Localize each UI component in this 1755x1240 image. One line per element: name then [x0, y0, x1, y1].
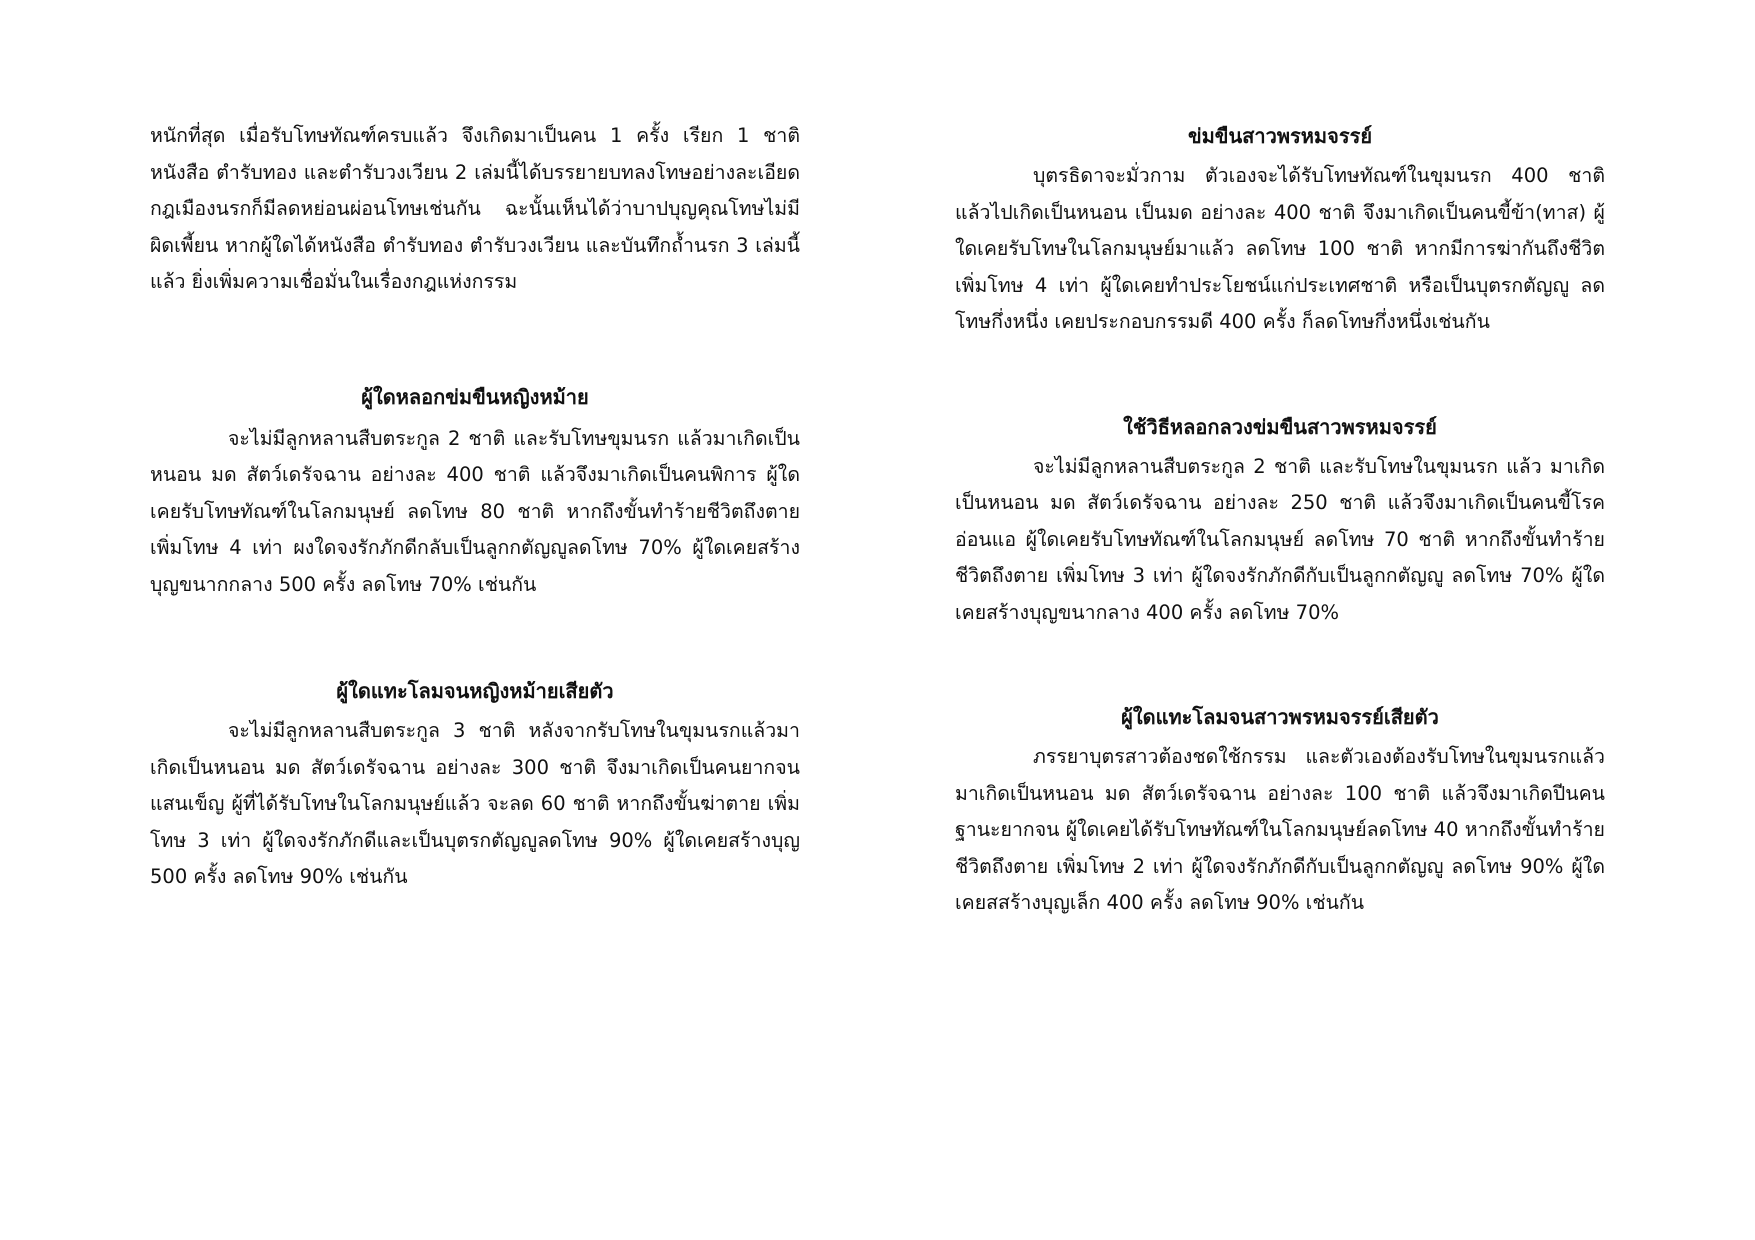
intro-paragraph: หนักที่สุด เมื่อรับโทษทัณฑ์ครบแล้ว จึงเกิดมาเป็นคน 1 ครั้ง เรียก 1 ชาติ หนังสือ ตำรับทอง และตำรับวงเวียน 2 เล่มนี้ได้บรรยายบทลงโทษอย่างละเอียด กฎเมืองนรกก็มีลดหย่อนผ่อนโทษเช่นกัน ฉะนั้นเห็นได้ว่าบาปบุญคุณโทษไม่มีผิดเพี้ยน หากผู้ใดได้หนังสือ ตำรับทอง ตำรับวงเวียน และบันทึกถ้ำนรก 3 เล่มนี้แล้ว ยิ่งเพิ่มความเชื่อมั่นในเรื่องกฎแห่งกรรม [150, 124, 800, 293]
section-body-widow-seduction: จะไม่มีลูกหลานสืบตระกูล 3 ชาติ หลังจากรับโทษในขุมนรกแล้วมาเกิดเป็นหนอน มด สัตว์เดรัจฉาน อย่างละ 300 ชาติ จึงมาเกิดเป็นคนยากจนแสนเข็ญ ผู้ที่ได้รับโทษในโลกมนุษย์แล้ว จะลด 60 ชาติ หากถึงขั้นฆ่าตาย เพิ่มโทษ 3 เท่า ผู้ใดจงรักภักดีและเป็นบุตรกตัญญูลดโทษ 90% ผู้ใดเคยสร้างบุญ 500 ครั้ง ลดโทษ 90% เช่นกัน [150, 719, 800, 888]
right-column [955, 118, 1605, 922]
section-heading-widow-seduction: ผู้ใดแทะโลมจนหญิงหม้ายเสียตัว [336, 679, 614, 703]
section-body-virgin-assault: บุตรธิดาจะมั่วกาม ตัวเองจะได้รับโทษทัณฑ์ในขุมนรก 400 ชาติ แล้วไปเกิดเป็นหนอน เป็นมด อย่างละ 400 ชาติ จึงมาเกิดเป็นคนขี้ข้า(ทาส) ผู้ใดเคยรับโทษในโลกมนุษย์มาแล้ว ลดโทษ 100 ชาติ หากมีการฆ่ากันถึงชีวิต เพิ่มโทษ 4 เท่า ผู้ใดเคยทำประโยชน์แก่ประเทศชาติ หรือเป็นบุตรกตัญญู ลดโทษกึ่งหนึ่ง เคยประกอบกรรมดี 400 ครั้ง ก็ลดโทษกึ่งหนึ่งเช่นกัน [955, 164, 1605, 333]
section-heading-virgin-assault: ข่มขืนสาวพรหมจรรย์ [1187, 124, 1373, 148]
section-body-widow-deceit: จะไม่มีลูกหลานสืบตระกูล 2 ชาติ และรับโทษขุมนรก แล้วมาเกิดเป็นหนอน มด สัตว์เดรัจฉาน อย่างละ 400 ชาติ แล้วจึงมาเกิดเป็นคนพิการ ผู้ใดเคยรับโทษทัณฑ์ในโลกมนุษย์ ลดโทษ 80 ชาติ หากถึงขั้นทำร้ายชีวิตถึงตาย เพิ่มโทษ 4 เท่า ผงใดจงรักภักดีกลับเป็นลูกกตัญญูลดโทษ 70% ผู้ใดเคยสร้างบุญขนากกลาง 500 ครั้ง ลดโทษ 70% เช่นกัน [150, 426, 800, 596]
section-heading-widow-deceit: ผู้ใดหลอกข่มขืนหญิงหม้าย [361, 384, 589, 409]
section-heading-virgin-seduction: ผู้ใดแทะโลมจนสาวพรหมจรรย์เสียตัว [1121, 705, 1439, 729]
section-heading-virgin-deceit: ใช้วิธีหลอกลวงข่มขืนสาวพรหมจรรย์ [1123, 414, 1437, 439]
section-body-virgin-deceit: จะไม่มีลูกหลานสืบตระกูล 2 ชาติ และรับโทษในขุมนรก แล้ว มาเกิดเป็นหนอน มด สัตว์เดรัจฉาน อย่างละ 250 ชาติ แล้วจึงมาเกิดเป็นคนขี้โรค อ่อนแอ ผู้ใดเคยรับโทษทัณฑ์ในโลกมนุษย์ ลดโทษ 70 ชาติ หากถึงขั้นทำร้ายชีวิตถึงตาย เพิ่มโทษ 3 เท่า ผู้ใดจงรักภักดีกับเป็นลูกกตัญญู ลดโทษ 70% ผู้ใดเคยสร้างบุญขนากลาง 400 ครั้ง ลดโทษ 70% [955, 454, 1605, 624]
section-body-virgin-seduction: ภรรยาบุตรสาวต้องชดใช้กรรม และตัวเองต้องรับโทษในขุมนรกแล้วมาเกิดเป็นหนอน มด สัตว์เดรัจฉาน อย่างละ 100 ชาติ แล้วจึงมาเกิดปีนคนฐานะยากจน ผู้ใดเคยได้รับโทษทัณฑ์ในโลกมนุษย์ลดโทษ 40 หากถึงขั้นทำร้ายชีวิตถึงตาย เพิ่มโทษ 2 เท่า ผู้ใดจงรักภักดีกับเป็นลูกกตัญญู ลดโทษ 90% ผู้ใดเคยสสร้างบุญเล็ก 400 ครั้ง ลดโทษ 90% เช่นกัน [955, 745, 1605, 914]
left-column [150, 118, 800, 896]
